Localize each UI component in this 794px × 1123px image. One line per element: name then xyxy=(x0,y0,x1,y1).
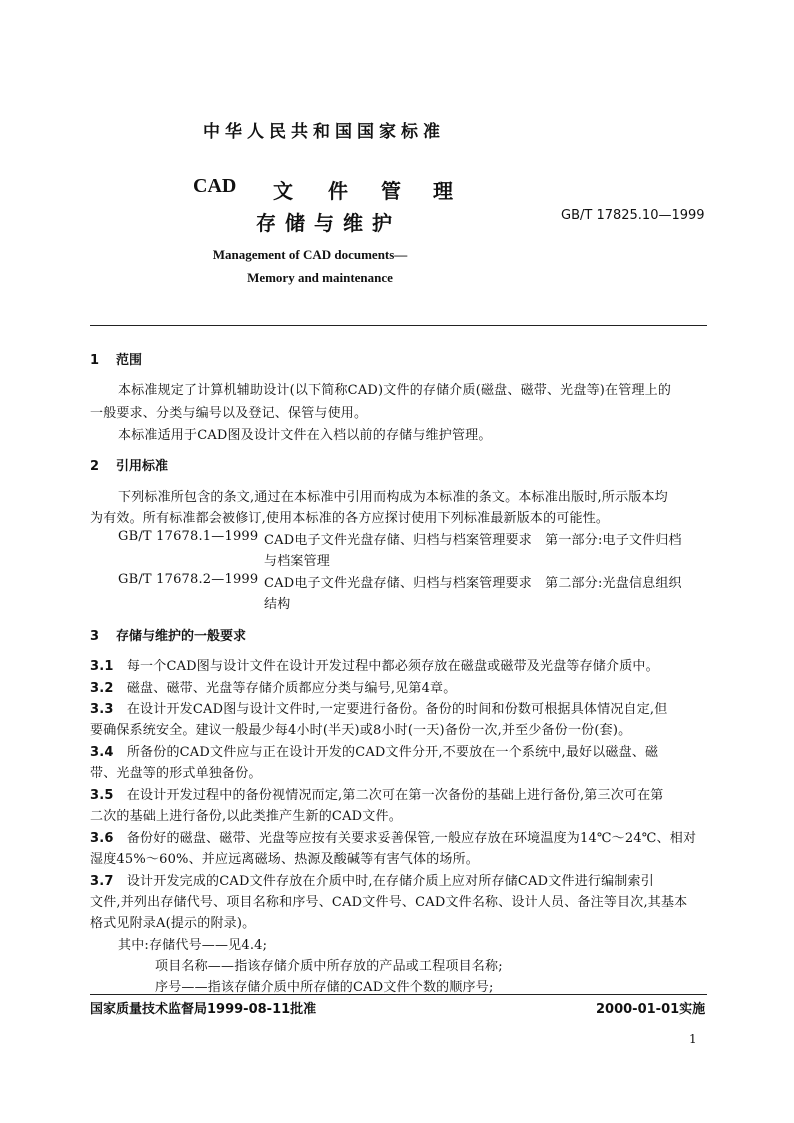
section-1-heading xyxy=(90,349,142,368)
paragraph-line: 一般要求、分类与编号以及登记、保管与使用。 xyxy=(90,406,368,421)
clause-continuation: 二次的基础上进行备份,以此类推产生新的CAD文件。 xyxy=(90,809,402,824)
clause-3-2 xyxy=(90,677,456,696)
paragraph-line: 本标准规定了计算机辅助设计(以下简称CAD)文件的存储介质(磁盘、磁带、光盘等)在管理上的 xyxy=(118,383,672,398)
clause-text: 在设计开发CAD图与设计文件时,一定要进行备份。备份的时间和份数可根据具体情况自定,但 xyxy=(126,702,668,717)
clause-3-6 xyxy=(90,827,696,846)
reference-title-line: 与档案管理 xyxy=(264,554,331,569)
section-number: 1 xyxy=(90,353,100,368)
section-number: 2 xyxy=(90,459,100,474)
clause-number: 3.7 xyxy=(90,874,114,889)
standard-org-title: 中华人民共和国国家标准 xyxy=(203,122,445,142)
clause-3-4 xyxy=(90,741,658,760)
clause-text: 设计开发完成的CAD文件存放在介质中时,在存储介质上应对所存储CAD文件进行编制索引 xyxy=(126,874,654,889)
english-title-line-2: Memory and maintenance xyxy=(247,270,393,285)
clause-text: 备份好的磁盘、磁带、光盘等应按有关要求妥善保管,一般应存放在环境温度为14℃～24℃、相对 xyxy=(126,831,697,846)
clause-number: 3.3 xyxy=(90,702,114,717)
section-3-heading xyxy=(90,625,246,644)
standard-code: GB/T 17825.10—1999 xyxy=(561,208,705,223)
document-subtitle: 存储与维护 xyxy=(256,211,401,235)
header-divider xyxy=(90,325,707,326)
english-title-line-1: Management of CAD documents— xyxy=(212,247,408,262)
paragraph-line: 为有效。所有标准都会被修订,使用本标准的各方应探讨使用下列标准最新版本的可能性。 xyxy=(90,511,610,526)
clause-number: 3.4 xyxy=(90,745,114,760)
section-number: 3 xyxy=(90,629,100,644)
clause-number: 3.5 xyxy=(90,788,114,803)
paragraph-line: 下列标准所包含的条文,通过在本标准中引用而构成为本标准的条文。本标准出版时,所示版本均 xyxy=(118,490,668,505)
section-title: 存储与维护的一般要求 xyxy=(116,629,247,644)
clause-3-7 xyxy=(90,870,654,889)
clause-continuation: 格式见附录A(提示的附录)。 xyxy=(90,916,256,931)
title-char-1: 文 xyxy=(273,179,293,203)
footer-divider xyxy=(90,994,707,995)
clause-continuation: 要确保系统安全。建议一般最少每4小时(半天)或8小时(一天)备份一次,并至少备份一份(套)。 xyxy=(90,723,632,738)
paragraph-line: 本标准适用于CAD图及设计文件在入档以前的存储与维护管理。 xyxy=(118,428,492,443)
clause-number: 3.2 xyxy=(90,681,114,696)
reference-code: GB/T 17678.1—1999 xyxy=(118,529,259,544)
clause-text: 每一个CAD图与设计文件在设计开发过程中都必须存放在磁盘或磁带及光盘等存储介质中。 xyxy=(126,659,659,674)
clause-continuation: 湿度45%～60%、并应远离磁场、热源及酸碱等有害气体的场所。 xyxy=(90,852,479,867)
title-char-cad: CAD xyxy=(193,175,237,197)
definition-line: 序号——指该存储介质中所存储的CAD文件个数的顺序号; xyxy=(155,980,494,995)
section-title: 引用标准 xyxy=(116,459,169,474)
clause-number: 3.1 xyxy=(90,659,114,674)
page-number: 1 xyxy=(689,1032,697,1046)
section-2-heading xyxy=(90,455,168,474)
effective-date: 2000-01-01实施 xyxy=(596,1002,706,1017)
reference-title-line: CAD电子文件光盘存储、归档与档案管理要求 第一部分:电子文件归档 xyxy=(264,533,682,548)
title-char-3: 管 xyxy=(381,179,401,203)
clause-continuation: 带、光盘等的形式单独备份。 xyxy=(90,766,262,781)
clause-3-3 xyxy=(90,698,667,717)
clause-3-1 xyxy=(90,655,659,674)
approval-date: 国家质量技术监督局1999-08-11批准 xyxy=(90,1002,317,1017)
title-char-2: 件 xyxy=(328,179,348,203)
reference-title-line: 结构 xyxy=(264,597,291,612)
clause-text: 在设计开发过程中的备份视情况而定,第二次可在第一次备份的基础上进行备份,第三次可在第 xyxy=(126,788,664,803)
reference-code: GB/T 17678.2—1999 xyxy=(118,572,259,587)
section-title: 范围 xyxy=(116,353,143,368)
clause-text: 磁盘、磁带、光盘等存储介质都应分类与编号,见第4章。 xyxy=(126,681,457,696)
clause-3-5 xyxy=(90,784,664,803)
definition-line: 项目名称——指该存储介质中所存放的产品或工程项目名称; xyxy=(155,959,503,974)
clause-text: 所备份的CAD文件应与正在设计开发的CAD文件分开,不要放在一个系统中,最好以磁盘、磁 xyxy=(126,745,659,760)
clause-number: 3.6 xyxy=(90,831,114,846)
reference-title-line: CAD电子文件光盘存储、归档与档案管理要求 第二部分:光盘信息组织 xyxy=(264,576,682,591)
definition-line: 其中:存储代号——见4.4; xyxy=(118,938,268,953)
title-char-4: 理 xyxy=(433,179,453,203)
clause-continuation: 文件,并列出存储代号、项目名称和序号、CAD文件号、CAD文件名称、设计人员、备注等目次,其基本 xyxy=(90,895,688,910)
